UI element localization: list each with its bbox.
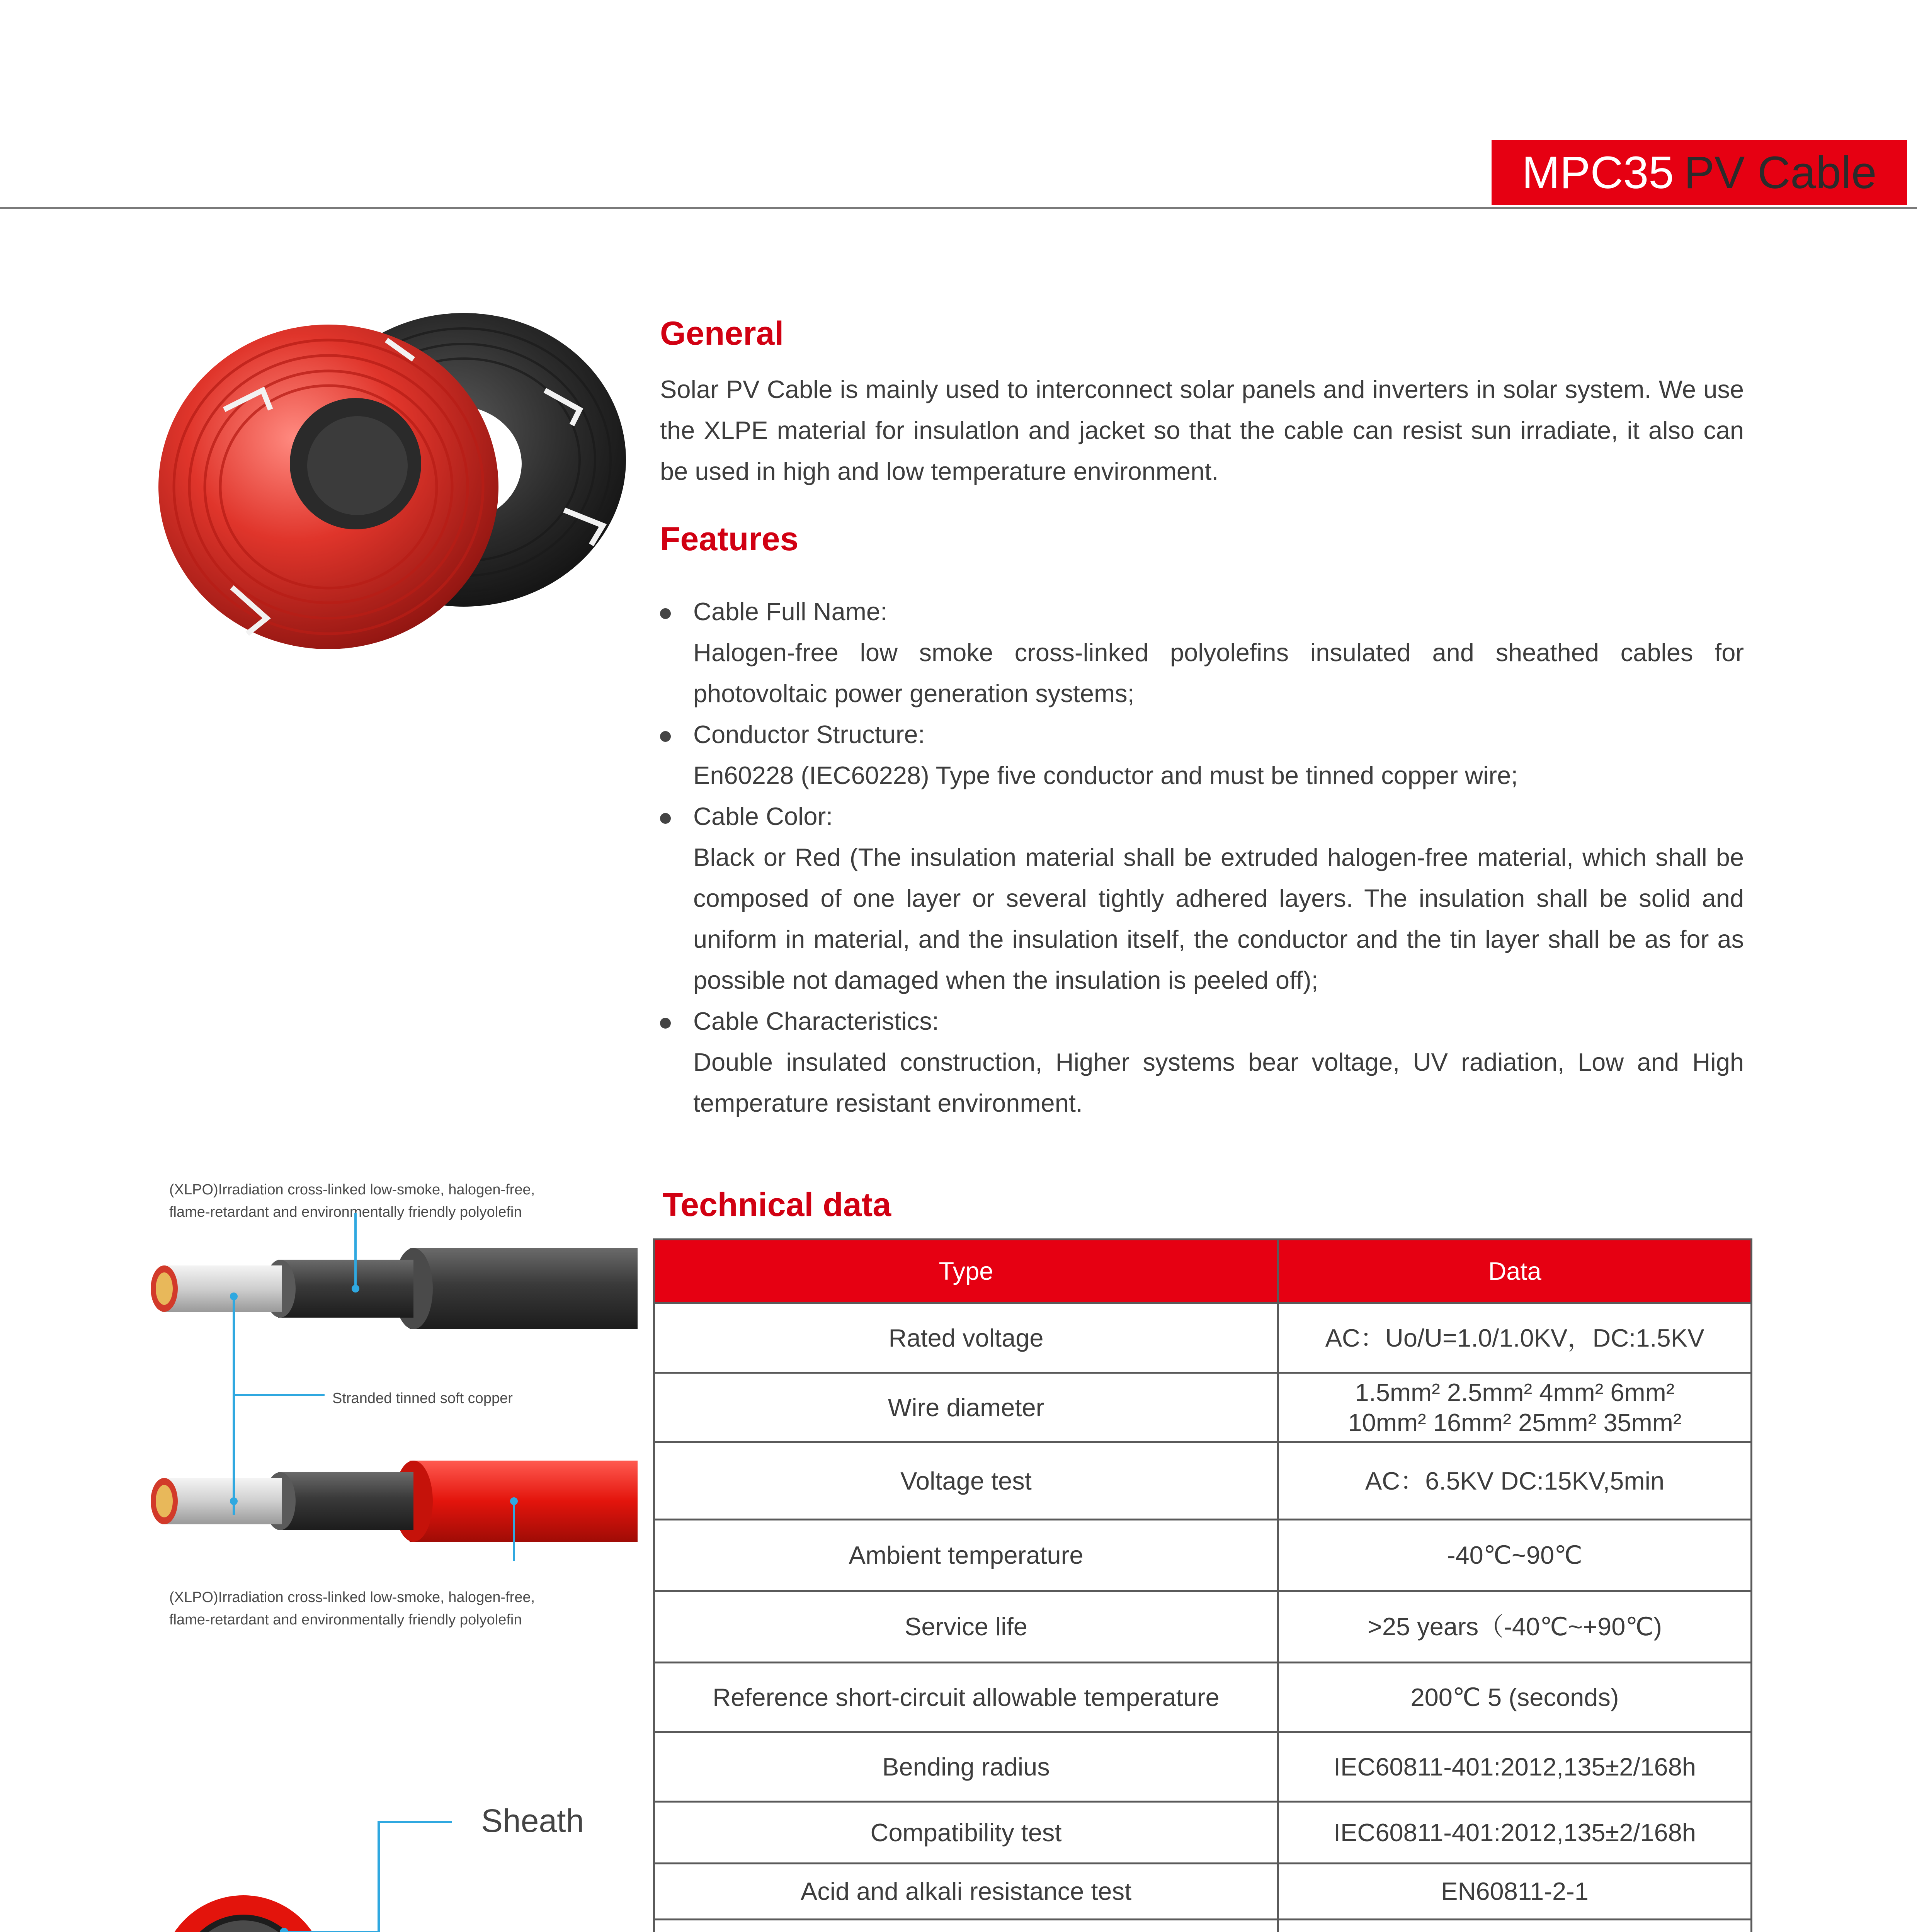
data-cell: >25 years（-40℃~+90℃) [1278, 1591, 1752, 1663]
table-header-row [654, 1240, 1752, 1303]
data-cell: IEC60811-401:2012,135±2/168h [1278, 1802, 1752, 1864]
top-note-line-1: (XLPO)Irradiation cross-linked low-smoke, halogen-free, [169, 1182, 535, 1198]
list-item [660, 796, 1744, 1001]
list-item [660, 591, 1744, 714]
technical-data-heading: Technical data [663, 1186, 891, 1223]
table-row [654, 1920, 1752, 1932]
type-cell: Voltage test [654, 1442, 1278, 1520]
data-cell [1278, 1920, 1752, 1932]
data-cell-line-1: 1.5mm² 2.5mm² 4mm² 6mm² [1355, 1378, 1675, 1406]
type-cell: Rated voltage [654, 1303, 1278, 1373]
data-cell: EN60811-2-1 [1278, 1864, 1752, 1920]
feature-description: Black or Red (The insulation material shall be extruded halogen-free material, which shall be composed of one layer or several tightly adhered layers. The insulation shall be solid and uniform in material, and the insulation itself, the conductor and the tin layer shall be as for as possible not damaged when the insulation is peeled off); [693, 843, 1744, 994]
general-description: Solar PV Cable is mainly used to interconnect solar panels and inverters in solar system. We use the XLPE material for insulatlon and jacket so that the cable can resist sun irradiate, it also can be used in high and low temperature environment. [660, 375, 1744, 485]
feature-title: Conductor Structure: [693, 720, 925, 748]
table-row [654, 1303, 1752, 1373]
bullet-icon [660, 813, 671, 824]
list-item [660, 714, 1744, 796]
type-cell: Acid and alkali resistance test [654, 1864, 1278, 1920]
bottom-note-line-1: (XLPO)Irradiation cross-linked low-smoke, halogen-free, [169, 1589, 535, 1605]
bullet-icon [660, 608, 671, 619]
type-cell: Service life [654, 1591, 1278, 1663]
header-rule [0, 207, 1917, 209]
cable-coils-photo [147, 294, 649, 680]
general-heading: General [660, 315, 784, 352]
data-cell: -40℃~90℃ [1278, 1520, 1752, 1591]
top-note-line-2: flame-retardant and environmentally friendly polyolefin [169, 1204, 522, 1220]
table-row [654, 1442, 1752, 1520]
data-cell [1278, 1373, 1752, 1442]
feature-title: Cable Characteristics: [693, 1007, 939, 1035]
table-row [654, 1732, 1752, 1802]
column-header-type: Type [654, 1240, 1278, 1303]
type-cell: Ambient temperature [654, 1520, 1278, 1591]
features-list [660, 591, 1744, 1124]
sheath-label: Sheath [481, 1803, 584, 1839]
feature-description: En60228 (IEC60228) Type five conductor and must be tinned copper wire; [693, 761, 1518, 789]
type-cell: Bending radius [654, 1732, 1278, 1802]
technical-data-table [653, 1238, 1752, 1932]
table-row [654, 1591, 1752, 1663]
bullet-icon [660, 1018, 671, 1029]
type-cell [654, 1920, 1278, 1932]
type-cell: Compatibility test [654, 1802, 1278, 1864]
red-cable-cutaway [151, 1461, 638, 1542]
data-cell: 200℃ 5 (seconds) [1278, 1663, 1752, 1732]
black-cable-cutaway [151, 1248, 638, 1329]
data-cell-line-2: 10mm² 16mm² 25mm² 35mm² [1348, 1408, 1682, 1437]
type-cell: Reference short-circuit allowable temperature [654, 1663, 1278, 1732]
bottom-cable-note [169, 1586, 535, 1631]
column-header-data: Data [1278, 1240, 1752, 1303]
features-heading: Features [660, 520, 799, 558]
feature-description: Halogen-free low smoke cross-linked polyolefins insulated and sheathed cables for photovoltaic power generation systems; [693, 638, 1744, 707]
table-row [654, 1663, 1752, 1732]
bottom-note-line-2: flame-retardant and environmentally friendly polyolefin [169, 1612, 522, 1628]
product-model: MPC35 [1522, 147, 1674, 198]
table-row [654, 1373, 1752, 1442]
feature-title: Cable Color: [693, 802, 833, 830]
data-cell: AC：6.5KV DC:15KV,5min [1278, 1442, 1752, 1520]
table-row [654, 1802, 1752, 1864]
table-row [654, 1520, 1752, 1591]
red-cable-coil [158, 325, 498, 649]
type-cell: Wire diameter [654, 1373, 1278, 1442]
table-row [654, 1864, 1752, 1920]
feature-title: Cable Full Name: [693, 597, 888, 626]
bullet-icon [660, 731, 671, 742]
list-item [660, 1001, 1744, 1124]
feature-description: Double insulated construction, Higher systems bear voltage, UV radiation, Low and High temperature resistant environment. [693, 1048, 1744, 1117]
middle-cable-note: Stranded tinned soft copper [332, 1390, 513, 1406]
product-title-banner [1492, 140, 1907, 205]
cable-layer-diagram [147, 1213, 649, 1592]
product-type: PV Cable [1684, 147, 1877, 198]
data-cell: IEC60811-401:2012,135±2/168h [1278, 1732, 1752, 1802]
data-cell: AC：Uo/U=1.0/1.0KV，DC:1.5KV [1278, 1303, 1752, 1373]
